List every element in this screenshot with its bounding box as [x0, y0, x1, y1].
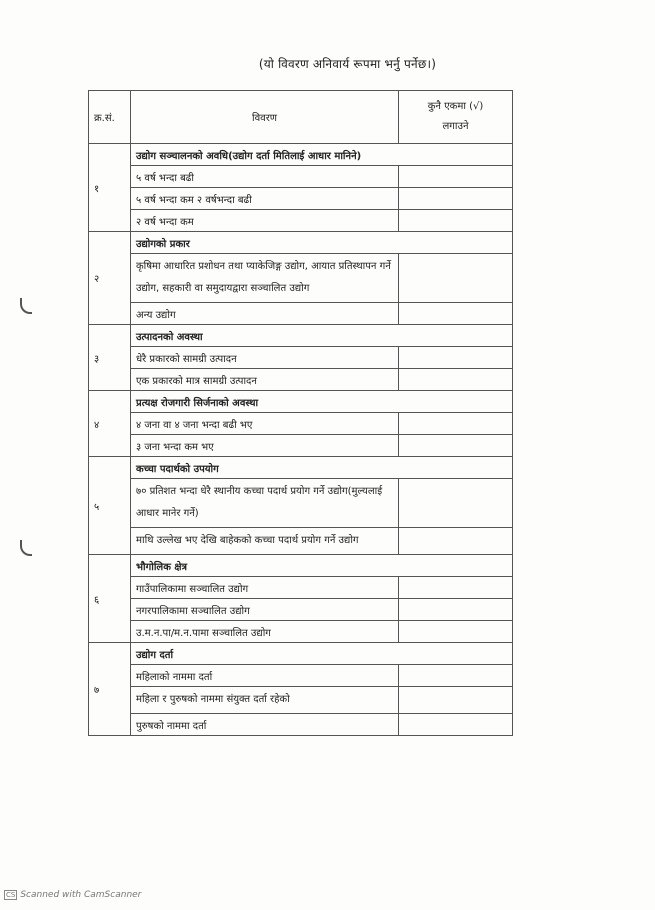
camscanner-logo: CS: [6, 891, 16, 899]
option-row: [89, 303, 513, 325]
option-row: [89, 599, 513, 621]
section-row: [89, 325, 513, 347]
option-label: ५ वर्ष भन्दा बढी: [131, 166, 399, 188]
option-row: [89, 435, 513, 457]
section-row: [89, 232, 513, 254]
option-label: धेरै प्रकारको सामग्री उत्पादन: [131, 347, 399, 369]
option-check-cell[interactable]: [399, 166, 513, 188]
option-check-cell[interactable]: [399, 621, 513, 643]
option-label: ७० प्रतिशत भन्दा धेरै स्थानीय कच्चा पदार्थ प्रयोग गर्ने उद्योग(मुल्यलाई आधार मानेर गर्ने): [131, 479, 399, 528]
option-check-cell[interactable]: [399, 369, 513, 391]
section-row: [89, 555, 513, 577]
option-check-cell[interactable]: [399, 347, 513, 369]
header-check-line2: लगाउने: [442, 121, 469, 132]
option-row: [89, 577, 513, 599]
section-number: २: [89, 232, 131, 325]
option-check-cell[interactable]: [399, 254, 513, 303]
option-check-cell[interactable]: [399, 435, 513, 457]
option-label: महिला र पुरुषको नाममा संयुक्त दर्ता रहेको: [131, 687, 399, 714]
section-number: ६: [89, 555, 131, 643]
section-number: ३: [89, 325, 131, 391]
option-row: [89, 528, 513, 555]
option-label: माथि उल्लेख भए देखि बाहेकको कच्चा पदार्थ प्रयोग गर्ने उद्योग: [131, 528, 399, 555]
section-row: [89, 457, 513, 479]
scanner-watermark-text: Scanned with CamScanner: [20, 890, 142, 900]
option-check-cell[interactable]: [399, 303, 513, 325]
option-label: नगरपालिकामा सञ्चालित उद्योग: [131, 599, 399, 621]
option-check-cell[interactable]: [399, 577, 513, 599]
option-check-cell[interactable]: [399, 687, 513, 714]
option-check-cell[interactable]: [399, 188, 513, 210]
option-label: कृषिमा आधारित प्रशोधन तथा प्याकेजिङ्ग उद्योग, आयात प्रतिस्थापन गर्ने उद्योग, सहकारी वा समुदायद्वारा सञ्चालित उद्योग: [131, 254, 399, 303]
option-row: [89, 687, 513, 714]
section-title: उद्योगको प्रकार: [131, 232, 513, 254]
option-check-cell[interactable]: [399, 528, 513, 555]
option-row: [89, 665, 513, 687]
option-label: पुरुषको नाममा दर्ता: [131, 714, 399, 736]
form-instruction-note: (यो विवरण अनिवार्य रूपमा भर्नु पर्नेछ।): [258, 57, 437, 71]
option-check-cell[interactable]: [399, 714, 513, 736]
option-row: [89, 166, 513, 188]
option-check-cell[interactable]: [399, 599, 513, 621]
option-row: [89, 413, 513, 435]
scan-margin-mark: [20, 298, 32, 314]
option-label: ५ वर्ष भन्दा कम २ वर्षभन्दा बढी: [131, 188, 399, 210]
option-row: [89, 714, 513, 736]
option-row: [89, 210, 513, 232]
header-check-line1: कुनै एकमा (√): [427, 101, 484, 112]
section-title: कच्चा पदार्थको उपयोग: [131, 457, 513, 479]
section-row: [89, 391, 513, 413]
option-check-cell[interactable]: [399, 479, 513, 528]
section-number: ४: [89, 391, 131, 457]
option-label: एक प्रकारको मात्र सामग्री उत्पादन: [131, 369, 399, 391]
option-label: अन्य उद्योग: [131, 303, 399, 325]
option-row: [89, 479, 513, 528]
scanner-watermark: [4, 890, 141, 900]
header-serial-number: क्र.सं.: [89, 91, 131, 144]
option-label: गाउँपालिकामा सञ्चालित उद्योग: [131, 577, 399, 599]
section-title: उत्पादनको अवस्था: [131, 325, 513, 347]
section-title: उद्योग सञ्चालनको अवधि(उद्योग दर्ता मितिलाई आधार मानिने): [131, 144, 513, 166]
table-header-row: [89, 91, 513, 144]
option-label: महिलाको नाममा दर्ता: [131, 665, 399, 687]
option-label: ४ जना वा ४ जना भन्दा बढी भए: [131, 413, 399, 435]
option-row: [89, 188, 513, 210]
scan-margin-mark: [20, 540, 32, 556]
section-number: ५: [89, 457, 131, 555]
header-check-column: [399, 91, 513, 144]
option-label: ३ जना भन्दा कम भए: [131, 435, 399, 457]
option-check-cell[interactable]: [399, 665, 513, 687]
option-row: [89, 369, 513, 391]
option-check-cell[interactable]: [399, 210, 513, 232]
section-number: ७: [89, 643, 131, 736]
option-row: [89, 347, 513, 369]
eligibility-form-table: [88, 90, 513, 736]
section-title: भौगोलिक क्षेत्र: [131, 555, 513, 577]
section-title: प्रत्यक्ष रोजगारी सिर्जनाको अवस्था: [131, 391, 513, 413]
header-description: विवरण: [131, 91, 399, 144]
section-row: [89, 643, 513, 665]
section-number: १: [89, 144, 131, 232]
form-body: [89, 144, 513, 736]
option-row: [89, 621, 513, 643]
option-label: २ वर्ष भन्दा कम: [131, 210, 399, 232]
option-check-cell[interactable]: [399, 413, 513, 435]
option-row: [89, 254, 513, 303]
section-row: [89, 144, 513, 166]
option-label: उ.म.न.पा/म.न.पामा सञ्चालित उद्योग: [131, 621, 399, 643]
section-title: उद्योग दर्ता: [131, 643, 513, 665]
